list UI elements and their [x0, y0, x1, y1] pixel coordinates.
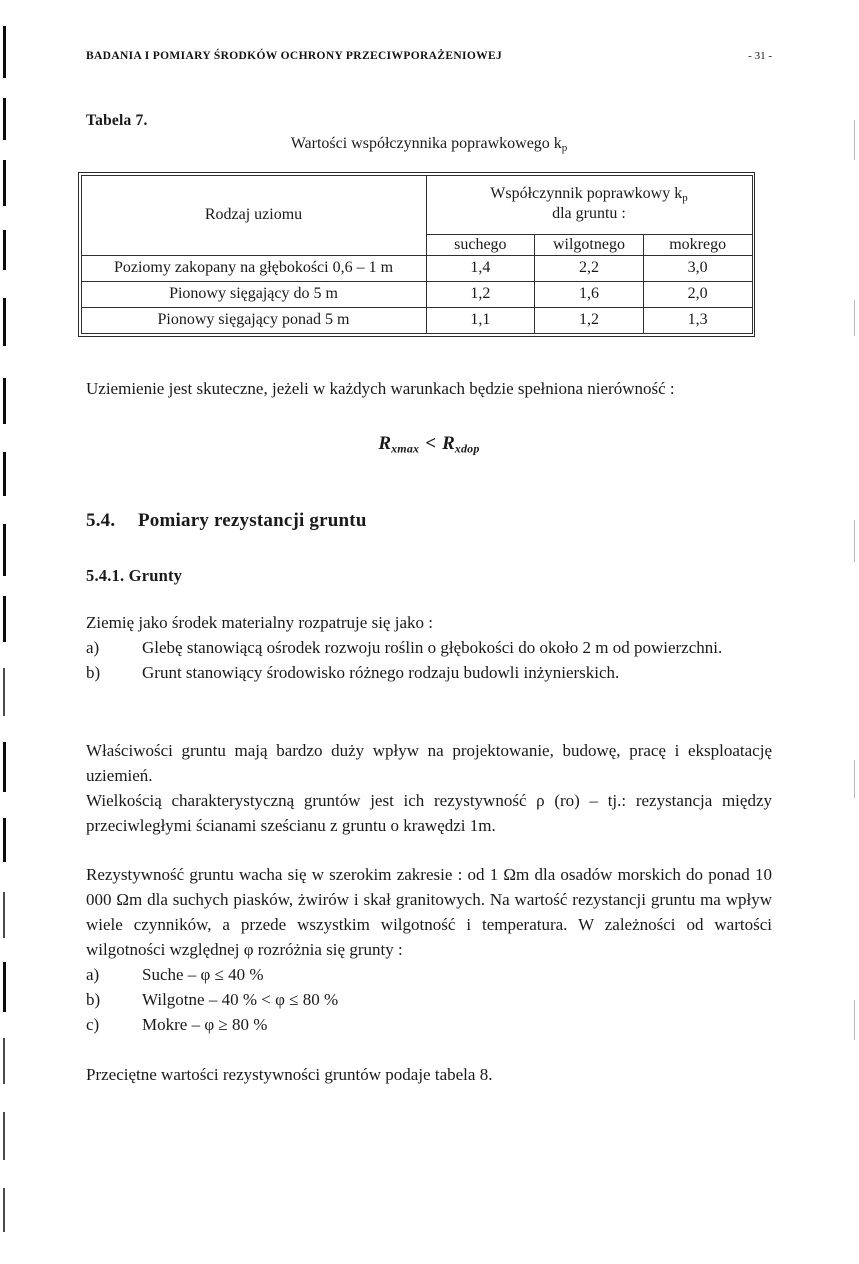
list-item-text: Grunt stanowiący środowisko różnego rodzaju budowli inżynierskich. [142, 663, 620, 682]
list-item-marker: a) [86, 638, 100, 657]
cell-moist: 1,2 [535, 308, 644, 334]
paragraph-1-block [86, 738, 772, 788]
cell-kind: Pionowy sięgający ponad 5 m [81, 308, 426, 334]
cell-wet: 2,0 [643, 282, 752, 308]
table-header-row-1 [81, 175, 752, 234]
intro-paragraph-block [86, 376, 772, 401]
page-number: - 31 - [748, 50, 772, 62]
list-item [86, 660, 772, 685]
header-cell-dry: suchego [426, 234, 535, 256]
formula-rhs-subscript: xdop [454, 441, 480, 456]
paragraph-2-block [86, 788, 772, 838]
paragraph-resistivity-definition: Wielkością charakterystyczną gruntów jest ich rezystywność ρ (ro) – tj.: rezystancja między przeciwległymi ścianami sześcianu z gruntu o krawędzi 1m. [86, 791, 772, 835]
list-item-text: Wilgotne – 40 % < φ ≤ 80 % [142, 990, 339, 1009]
formula-lhs-base: R [378, 433, 392, 454]
running-head-title: BADANIA I POMIARY ŚRODKÓW OCHRONY PRZECIWPORAŻENIOWEJ [86, 50, 503, 62]
cell-kind: Poziomy zakopany na głębokości 0,6 – 1 m [81, 256, 426, 282]
list-item-text: Mokre – φ ≥ 80 % [142, 1015, 268, 1034]
list-item [86, 987, 772, 1012]
header-cell-wet: mokrego [643, 234, 752, 256]
section-number: 5.4. [86, 510, 116, 531]
cell-wet: 1,3 [643, 308, 752, 334]
list-item-marker: a) [86, 965, 100, 984]
table-row [81, 308, 752, 334]
formula-rhs-base: R [442, 433, 455, 454]
subsection-title: Grunty [128, 566, 183, 585]
table-row [81, 282, 752, 308]
paragraph-properties: Właściwości gruntu mają bardzo duży wpływ na projektowanie, budowę, pracę i eksploatację uziemień. [86, 741, 772, 785]
table-row [81, 256, 752, 282]
soil-list [86, 635, 772, 685]
cell-moist: 2,2 [535, 256, 644, 282]
paragraph-4-block [86, 1062, 772, 1087]
subsection-heading-block [86, 566, 772, 586]
formula-operator: < [425, 433, 437, 454]
table-7-wrapper [78, 172, 755, 337]
section-heading [86, 510, 772, 532]
left-margin-scan-marks [0, 0, 18, 1264]
header-group-line1: Współczynnik poprawkowy k [490, 185, 683, 203]
cell-dry: 1,4 [426, 256, 535, 282]
header-cell-moist: wilgotnego [535, 234, 644, 256]
cell-dry: 1,2 [426, 282, 535, 308]
list-item [86, 962, 772, 987]
subsection-heading [86, 566, 772, 586]
list-item [86, 635, 772, 660]
cell-dry: 1,1 [426, 308, 535, 334]
soil-definition-block [86, 610, 772, 685]
soil-intro-paragraph: Ziemię jako środek materialny rozpatruje się jako : [86, 613, 433, 632]
formula-rxmax-rxdop [86, 433, 772, 457]
intro-paragraph: Uziemienie jest skuteczne, jeżeli w każdych warunkach będzie spełniona nierówność : [86, 379, 675, 398]
list-item [86, 1012, 772, 1037]
formula-lhs-subscript: xmax [391, 441, 420, 456]
list-item-marker: b) [86, 990, 101, 1009]
cell-kind: Pionowy sięgający do 5 m [81, 282, 426, 308]
header-cell-kind: Rodzaj uziomu [81, 175, 426, 256]
list-item-marker: b) [86, 663, 101, 682]
cell-wet: 3,0 [643, 256, 752, 282]
paragraph-table-reference: Przeciętne wartości rezystywności gruntów podaje tabela 8. [86, 1065, 493, 1084]
table-caption-text: Wartości współczynnika poprawkowego k [290, 135, 562, 152]
list-item-text: Glebę stanowiącą ośrodek rozwoju roślin o głębokości do około 2 m od powierzchni. [142, 638, 723, 657]
header-cell-group [426, 175, 752, 234]
table-caption-subscript: p [561, 142, 568, 155]
list-item-text: Suche – φ ≤ 40 % [142, 965, 264, 984]
humidity-list [86, 962, 772, 1037]
table-caption [86, 135, 772, 154]
correction-factor-table [81, 175, 753, 335]
subsection-number: 5.4.1. [86, 566, 125, 585]
header-group-line2: dla gruntu : [552, 205, 626, 223]
running-head [86, 50, 772, 62]
table-label: Tabela 7. [86, 112, 148, 129]
list-item-marker: c) [86, 1015, 100, 1034]
section-title: Pomiary rezystancji gruntu [138, 510, 367, 531]
section-heading-block [86, 510, 772, 532]
right-margin-scan-marks [845, 0, 859, 1264]
header-group-line1-subscript: p [682, 192, 688, 205]
cell-moist: 1,6 [535, 282, 644, 308]
paragraph-resistivity-range: Rezystywność gruntu wacha się w szerokim zakresie : od 1 Ωm dla osadów morskich do ponad 10 000 Ωm dla suchych piasków, żwirów i skał granitowych. Na wartość rezystancji gruntu ma wpływ wiele czynników, a przede wszystkim wilgotność i temperatura. W zależności od wartości wilgotności względnej φ rozróżnia się grunty : [86, 865, 772, 959]
paragraph-3-block [86, 862, 772, 1037]
